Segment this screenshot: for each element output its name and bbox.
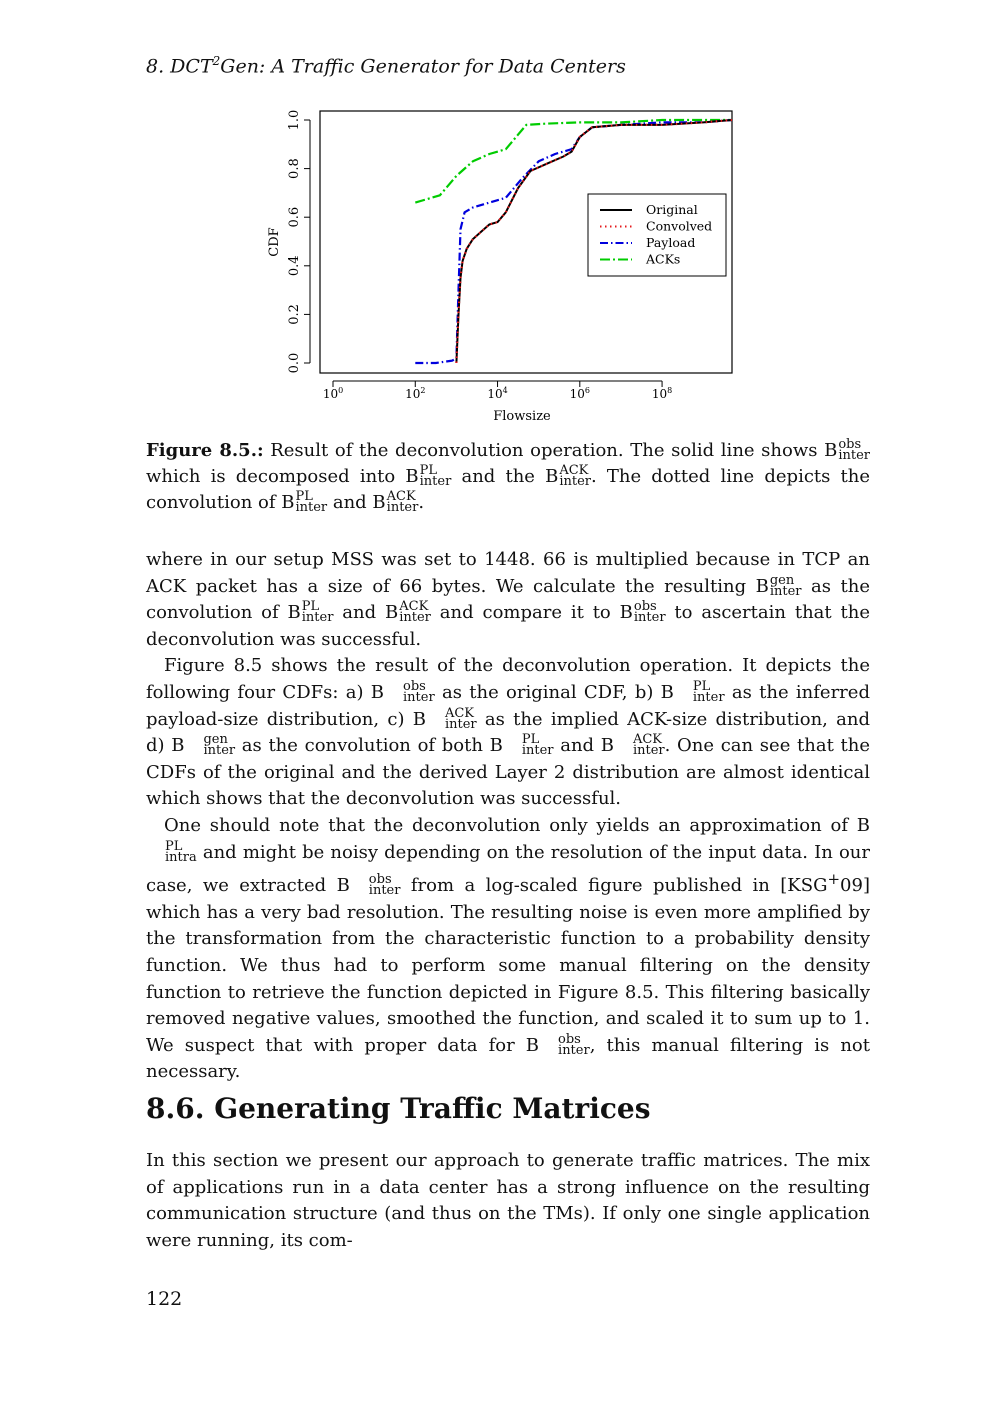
superscript: gen <box>769 572 795 588</box>
superscript: obs <box>558 1031 581 1047</box>
x-tick-exponent: 6 <box>584 386 590 395</box>
text-run: as the implied ACK-size distribution, and d) B <box>146 708 870 757</box>
superscript: gen <box>203 732 228 748</box>
text-run: 09] which has a very bad resolution. The resulting noise is even more amplified by the transformation from the characteristic function to a probability density function. We thus had to perform some manual filtering on the density function to retrieve the function depicted in Figure 8.5. This filtering basically removed negative values, smoothed the function, and scaled it to sum up to 1. We suspect that with proper data for B <box>146 875 870 1056</box>
subscript: inter <box>301 610 334 626</box>
header-chapter: 8. DCT <box>146 55 213 78</box>
figure-label: Figure 8.5.: <box>146 440 264 461</box>
caption-text: which is decomposed into B <box>146 466 419 487</box>
caption-text: and the B <box>451 466 559 487</box>
header-chapter-sup: 2 <box>212 54 221 68</box>
superscript: PL <box>521 732 540 748</box>
math-script <box>838 439 870 461</box>
x-tick-exponent: 4 <box>502 386 508 395</box>
math-script <box>504 732 554 759</box>
x-axis-label: Flowsize <box>493 409 551 424</box>
math-script <box>769 572 802 599</box>
math-script <box>185 732 236 759</box>
text-run: from a log-scaled figure published in [KSG <box>400 875 828 897</box>
subscript: inter <box>419 474 452 489</box>
running-header <box>146 54 626 77</box>
subscript: inter <box>386 500 419 515</box>
y-tick-label: 0.6 <box>287 206 302 228</box>
header-chapter-rest: Gen: A Traffic Generator for Data Centers <box>220 55 626 78</box>
math-script <box>385 678 435 705</box>
subscript: inter <box>295 500 328 515</box>
subscript: inter <box>838 448 870 463</box>
subscript: inter <box>558 1042 590 1058</box>
superscript: PL <box>295 489 313 504</box>
caption-text: . The dotted line depicts the convolution of B <box>146 466 871 513</box>
text-run: as the inferred payload-size distribution, c) B <box>146 681 870 730</box>
text-run: One should note that the deconvolution only yields an approximation of B <box>164 814 870 836</box>
legend-label-original: Original <box>646 202 698 217</box>
math-script <box>559 465 591 487</box>
superscript: obs <box>633 599 657 615</box>
math-script <box>615 732 665 759</box>
figure-caption <box>146 438 870 516</box>
x-tick-label: $10^6$ <box>569 386 590 401</box>
paragraph-2 <box>146 653 870 813</box>
superscript: ACK <box>632 732 663 748</box>
text-run: as the original CDF, b) B <box>434 681 674 703</box>
text-run: as the convolution of B <box>146 575 871 624</box>
text-run: to ascertain that the deconvolution was successful. <box>146 602 870 650</box>
paragraph-1 <box>146 547 870 653</box>
subscript: inter <box>559 474 592 489</box>
superscript: ACK <box>444 705 474 721</box>
superscript: PL <box>692 678 711 694</box>
text-run: as the convolution of both B <box>235 735 503 757</box>
caption-text: and B <box>327 492 386 513</box>
y-tick-label: 0.0 <box>287 352 302 374</box>
cdf-figure <box>250 95 750 430</box>
text-run: and compare it to B <box>430 602 633 624</box>
subscript: inter <box>444 716 477 732</box>
section-heading: 8.6. Generating Traffic Matrices <box>146 1092 651 1125</box>
legend-label-acks: ACKs <box>646 251 681 267</box>
y-axis <box>287 110 310 374</box>
paragraph-4: In this section we present our approach to generate traffic matrices. The mix of applications run in a data center has a strong influence on the resulting communication structure (and thus on the TMs). If only one single application were running, its com- <box>146 1150 870 1251</box>
math-script <box>633 599 666 626</box>
paragraph-3 <box>146 813 870 1086</box>
subscript: inter <box>203 743 236 759</box>
superscript: ACK <box>399 599 429 615</box>
subscript: inter <box>403 689 435 705</box>
text-run: , this manual filtering is not necessary. <box>146 1034 871 1083</box>
text-run: and might be noisy depending on the resolution of the input data. In our case, we extracted B <box>146 841 870 897</box>
superscript: obs <box>838 437 862 452</box>
legend-label-convolved: Convolved <box>646 218 713 234</box>
math-script <box>351 872 401 899</box>
superscript: ACK <box>386 489 416 504</box>
subscript: inter <box>769 583 802 599</box>
superscript: obs <box>368 872 392 888</box>
superscript: PL <box>301 599 320 615</box>
math-script <box>427 705 477 732</box>
x-tick-label: $10^0$ <box>322 386 344 401</box>
math-script <box>295 491 327 513</box>
text-run: Figure 8.5 shows the result of the deconvolution operation. It depicts the following four CDFs: a) B <box>146 655 870 703</box>
x-tick-label: $10^4$ <box>487 386 508 401</box>
legend <box>588 194 726 276</box>
subscript: inter <box>633 610 666 626</box>
math-script <box>420 465 452 487</box>
subscript: intra <box>165 849 197 865</box>
superscript: obs <box>403 678 426 694</box>
subscript: inter <box>368 883 401 899</box>
superscript: + <box>827 870 841 889</box>
math-script <box>540 1031 590 1058</box>
subscript: inter <box>692 689 725 705</box>
legend-label-payload: Payload <box>646 235 696 250</box>
math-script <box>301 599 334 626</box>
superscript: PL <box>419 463 438 478</box>
y-tick-label: 0.8 <box>287 158 302 179</box>
x-tick-exponent: 8 <box>667 386 673 395</box>
x-tick-exponent: 0 <box>338 386 344 395</box>
math-script <box>399 599 431 626</box>
y-tick-label: 1.0 <box>287 109 302 131</box>
x-tick-label: $10^8$ <box>651 386 673 401</box>
caption-text: Result of the deconvolution operation. The solid line shows B <box>263 440 838 461</box>
series-line-acks <box>415 120 732 203</box>
subscript: inter <box>399 610 431 626</box>
caption-text: . <box>418 492 425 513</box>
y-tick-label: 0.2 <box>287 304 302 325</box>
subscript: inter <box>632 743 665 759</box>
x-tick-label: $10^2$ <box>405 386 426 401</box>
superscript: PL <box>165 838 183 854</box>
math-script <box>147 838 197 865</box>
x-tick-exponent: 2 <box>420 386 426 395</box>
text-run: and B <box>553 735 614 757</box>
text-run: and B <box>333 602 399 624</box>
text-run: where in our setup MSS was set to 1448. 66 is multiplied because in TCP an ACK packet has a size of 66 bytes. We calculate the resulting B <box>146 549 870 597</box>
math-script <box>387 491 419 513</box>
section-body <box>146 1148 870 1254</box>
subscript: inter <box>521 743 554 759</box>
superscript: ACK <box>559 463 589 478</box>
text-run: . One can see that the CDFs of the original and the derived Layer 2 distribution are almost identical which shows that the deconvolution was successful. <box>146 735 870 810</box>
y-axis-label: CDF <box>267 227 282 257</box>
body-paragraphs <box>146 547 870 1086</box>
x-axis <box>323 381 672 401</box>
y-tick-label: 0.4 <box>287 255 302 277</box>
math-script <box>675 678 725 705</box>
page-number: 122 <box>146 1288 183 1310</box>
